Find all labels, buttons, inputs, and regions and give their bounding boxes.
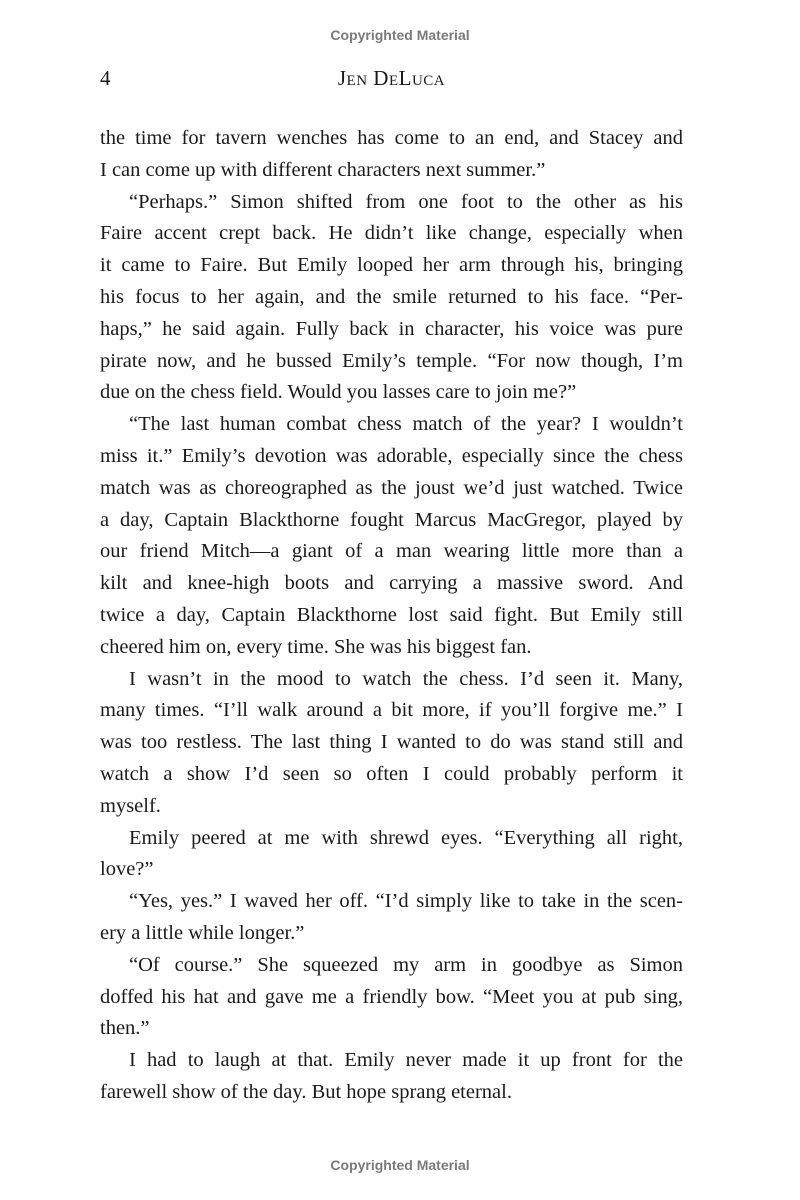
copyright-watermark-bottom: Copyrighted Material	[330, 1157, 470, 1173]
text-line: it came to Faire. But Emily looped her arm through his, bringing	[100, 254, 683, 277]
text-line: farewell show of the day. But hope sprang eternal.	[100, 1080, 512, 1103]
text-line: “The last human combat chess match of the year? I wouldn’t	[129, 413, 683, 436]
text-line: Faire accent crept back. He didn’t like change, especially when	[100, 222, 683, 245]
text-line: watch a show I’d seen so often I could probably perform it	[100, 762, 683, 785]
text-line: haps,” he said again. Fully back in character, his voice was pure	[100, 317, 683, 340]
text-line: I had to laugh at that. Emily never made it up front for the	[129, 1049, 683, 1072]
text-line: ery a little while longer.”	[100, 921, 305, 944]
text-line: “Perhaps.” Simon shifted from one foot to the other as his	[129, 190, 683, 213]
text-line: doffed his hat and gave me a friendly bow. “Meet you at pub sing,	[100, 985, 683, 1008]
text-line: I wasn’t in the mood to watch the chess. I’d seen it. Many,	[129, 667, 683, 690]
text-line: pirate now, and he bussed Emily’s temple. “For now though, I’m	[100, 349, 683, 372]
text-line: a day, Captain Blackthorne fought Marcus MacGregor, played by	[100, 508, 683, 531]
text-line: his focus to her again, and the smile returned to his face. “Per-	[100, 285, 683, 308]
text-line: Emily peered at me with shrewd eyes. “Everything all right,	[129, 826, 683, 849]
text-line: was too restless. The last thing I wanted to do was stand still and	[100, 731, 683, 754]
text-line: “Of course.” She squeezed my arm in goodbye as Simon	[129, 953, 683, 976]
text-line: miss it.” Emily’s devotion was adorable, especially since the chess	[100, 444, 683, 467]
page-header	[100, 66, 683, 96]
running-head-author: Jen DeLuca	[337, 66, 446, 90]
text-line: “Yes, yes.” I waved her off. “I’d simply like to take in the scen-	[129, 890, 683, 913]
text-line: cheered him on, every time. She was his biggest fan.	[100, 635, 532, 658]
text-line: many times. “I’ll walk around a bit more, if you’ll forgive me.” I	[100, 699, 683, 722]
text-line: twice a day, Captain Blackthorne lost said fight. But Emily still	[100, 603, 683, 626]
text-line: myself.	[100, 794, 161, 817]
text-line: due on the chess field. Would you lasses care to join me?”	[100, 381, 577, 404]
text-line: kilt and knee-high boots and carrying a massive sword. And	[100, 572, 683, 595]
text-line: match was as choreographed as the joust we’d just watched. Twice	[100, 476, 683, 499]
text-line: the time for tavern wenches has come to an end, and Stacey and	[100, 127, 683, 149]
text-line: love?”	[100, 858, 154, 881]
body-text	[100, 123, 683, 1109]
text-line: I can come up with different characters next summer.”	[100, 158, 546, 181]
page-number: 4	[100, 66, 111, 90]
text-line: then.”	[100, 1017, 150, 1040]
text-line: our friend Mitch—a giant of a man wearing little more than a	[100, 540, 683, 563]
copyright-watermark-top: Copyrighted Material	[330, 27, 470, 43]
